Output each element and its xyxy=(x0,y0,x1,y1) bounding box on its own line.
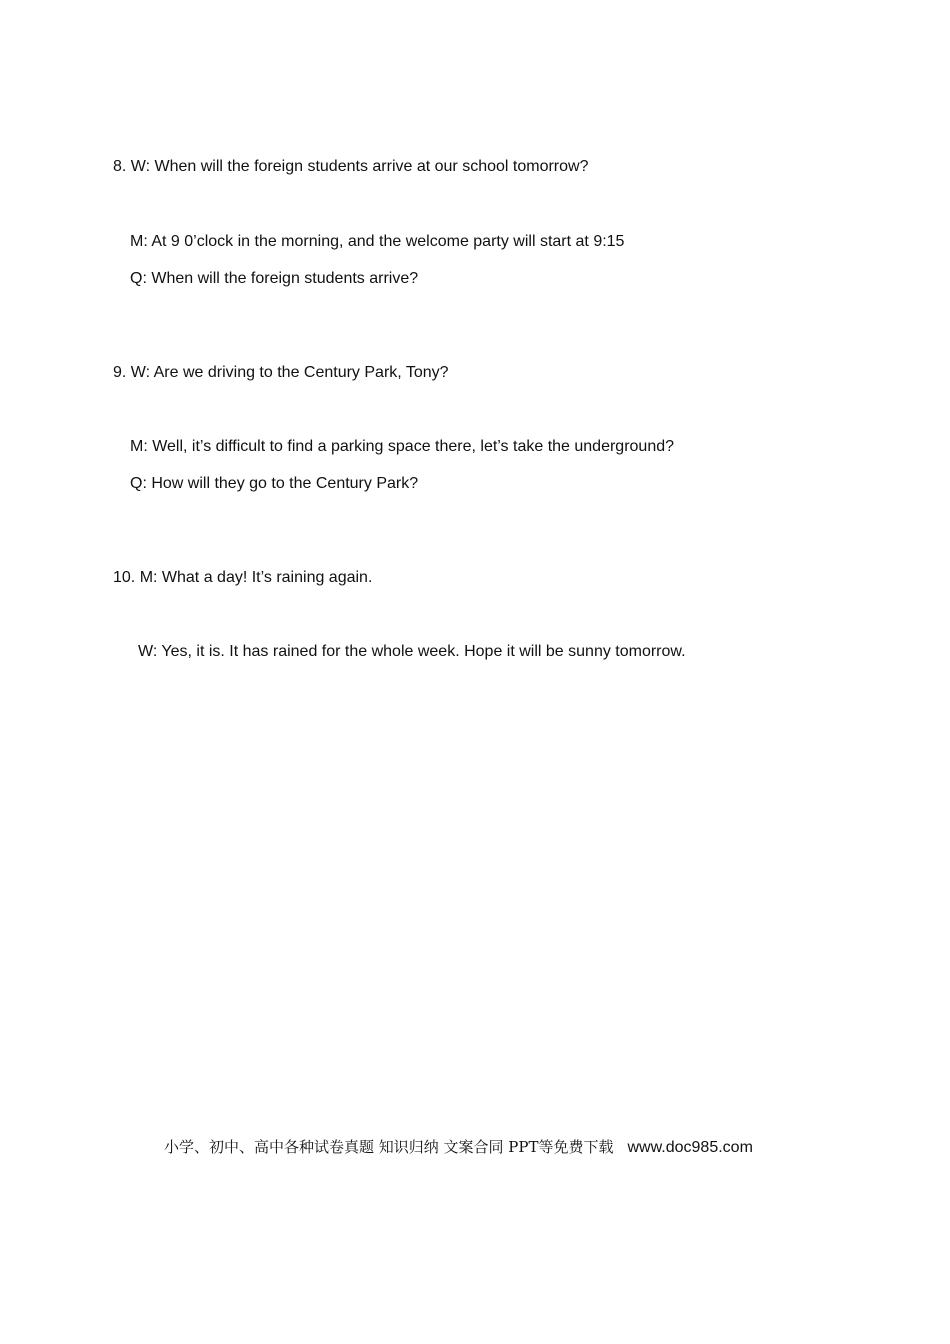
question-8-prompt: 8. W: When will the foreign students arrive at our school tomorrow? xyxy=(113,158,589,175)
question-9-question: Q: How will they go to the Century Park? xyxy=(130,475,419,492)
question-9-reply: M: Well, it’s difficult to find a parking space there, let’s take the underground? xyxy=(130,438,675,455)
question-8-question: Q: When will the foreign students arrive? xyxy=(130,270,419,287)
footer-text: 小学、初中、高中各种试卷真题 知识归纳 文案合同 PPT等免费下载 xyxy=(164,1138,614,1156)
footer-url-link[interactable]: www.doc985.com xyxy=(627,1139,753,1156)
question-10-reply: W: Yes, it is. It has rained for the whole week. Hope it will be sunny tomorrow. xyxy=(138,643,686,660)
question-10-prompt: 10. M: What a day! It’s raining again. xyxy=(113,569,373,586)
question-9-prompt: 9. W: Are we driving to the Century Park, Tony? xyxy=(113,364,449,381)
page-footer xyxy=(164,1137,753,1158)
question-8-reply: M: At 9 0’clock in the morning, and the welcome party will start at 9:15 xyxy=(130,233,625,250)
